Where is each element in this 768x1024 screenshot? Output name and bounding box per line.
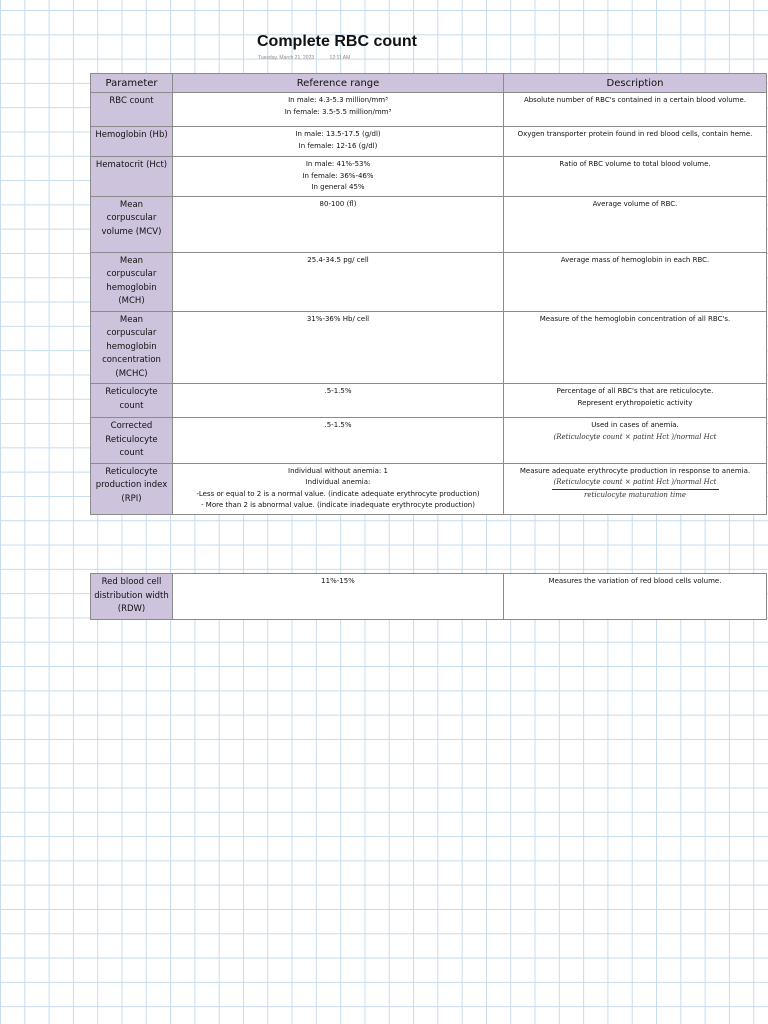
row-description xyxy=(504,384,767,418)
range-line: Individual anemia: xyxy=(305,478,371,486)
row-range xyxy=(173,196,504,252)
description-line: Measure adequate erythrocyte production in response to anemia. xyxy=(519,466,751,475)
row-description xyxy=(504,127,767,157)
row-range xyxy=(173,157,504,197)
row-parameter: Reticulocyte production index (RPI) xyxy=(91,463,173,514)
row-range xyxy=(173,384,504,418)
row-parameter: Mean corpuscular hemoglobin (MCH) xyxy=(91,252,173,311)
row-parameter: Hematocrit (Hct) xyxy=(91,157,173,197)
rbc-table-continued xyxy=(90,573,767,620)
row-parameter: RBC count xyxy=(91,93,173,127)
range-line: In female: 3.5-5.5 million/mm³ xyxy=(284,107,392,116)
row-parameter: Mean corpuscular volume (MCV) xyxy=(91,196,173,252)
row-description xyxy=(504,418,767,464)
table-row xyxy=(91,196,767,252)
range-line: Individual without anemia: 1 xyxy=(288,466,388,475)
range-list-item: - More than 2 is abnormal value. (indicate inadequate erythrocyte production) xyxy=(201,501,475,509)
range-line: In female: 12-16 (g/dl) xyxy=(298,141,378,150)
description-line: Measure of the hemoglobin concentration of all RBC's. xyxy=(539,314,731,323)
row-range xyxy=(173,463,504,514)
fraction-denominator: reticulocyte maturation time xyxy=(584,490,686,499)
range-line: 11%-15% xyxy=(321,577,355,585)
table-row xyxy=(91,463,767,514)
row-range xyxy=(173,93,504,127)
range-line: In general 45% xyxy=(311,183,365,191)
table-row xyxy=(91,127,767,157)
formula: (Reticulocyte count × patint Hct )/normal Hct xyxy=(553,432,717,441)
table-row xyxy=(91,252,767,311)
table-row xyxy=(91,574,767,620)
row-range xyxy=(173,252,504,311)
row-description xyxy=(504,252,767,311)
range-line: In male: 4.3-5.3 million/mm³ xyxy=(288,96,388,104)
table-row xyxy=(91,157,767,197)
row-parameter: Red blood cell distribution width (RDW) xyxy=(91,574,173,620)
range-line: 80-100 (fl) xyxy=(319,199,357,208)
range-line: .5-1.5% xyxy=(324,387,352,395)
range-line: In female: 36%-46% xyxy=(302,171,374,180)
table-header-row xyxy=(91,74,767,93)
row-range xyxy=(173,418,504,464)
note-time: 12:11 AM xyxy=(329,55,351,61)
table-row xyxy=(91,384,767,418)
row-description xyxy=(504,157,767,197)
row-description xyxy=(504,93,767,127)
note-date: Tuesday, March 21, 2023 xyxy=(258,55,315,61)
row-description xyxy=(504,196,767,252)
description-line: Measures the variation of red blood cells volume. xyxy=(548,577,722,585)
row-parameter: Mean corpuscular hemoglobin concentration (MCHC) xyxy=(91,311,173,384)
formula-fraction xyxy=(552,477,719,501)
page-title: Complete RBC count xyxy=(257,33,417,50)
table-row xyxy=(91,418,767,464)
range-line: In male: 41%-53% xyxy=(305,160,371,168)
row-range xyxy=(173,127,504,157)
description-line: Oxygen transporter protein found in red blood cells, contain heme. xyxy=(517,130,753,138)
row-parameter: Reticulocyte count xyxy=(91,384,173,418)
range-line: In male: 13.5-17.5 (g/dl) xyxy=(295,130,381,138)
range-line: 25.4-34.5 pg/ cell xyxy=(307,255,369,264)
rbc-table xyxy=(90,73,767,515)
row-description xyxy=(504,311,767,384)
description-line: Used in cases of anemia. xyxy=(591,421,679,429)
row-range xyxy=(173,311,504,384)
range-list-item: -Less or equal to 2 is a normal value. (indicate adequate erythrocyte production) xyxy=(196,489,480,498)
header-reference-range: Reference range xyxy=(173,74,504,93)
row-description xyxy=(504,574,767,620)
header-description: Description xyxy=(504,74,767,93)
description-line: Average volume of RBC. xyxy=(592,199,678,208)
fraction-numerator: (Reticulocyte count × patint Hct )/normal Hct xyxy=(552,477,719,490)
description-line: Represent erythropoietic activity xyxy=(577,398,693,407)
table-row xyxy=(91,311,767,384)
description-line: Absolute number of RBC's contained in a certain blood volume. xyxy=(523,96,747,104)
row-parameter: Hemoglobin (Hb) xyxy=(91,127,173,157)
range-line: 31%-36% Hb/ cell xyxy=(306,314,370,323)
note-timestamp xyxy=(258,55,364,61)
row-range xyxy=(173,574,504,620)
table-row xyxy=(91,93,767,127)
description-line: Ratio of RBC volume to total blood volume. xyxy=(559,160,711,168)
range-line: .5-1.5% xyxy=(324,421,352,429)
description-line: Average mass of hemoglobin in each RBC. xyxy=(560,255,710,264)
row-parameter: Corrected Reticulocyte count xyxy=(91,418,173,464)
description-line: Percentage of all RBC's that are reticulocyte. xyxy=(556,387,714,395)
header-parameter: Parameter xyxy=(91,74,173,93)
row-description xyxy=(504,463,767,514)
